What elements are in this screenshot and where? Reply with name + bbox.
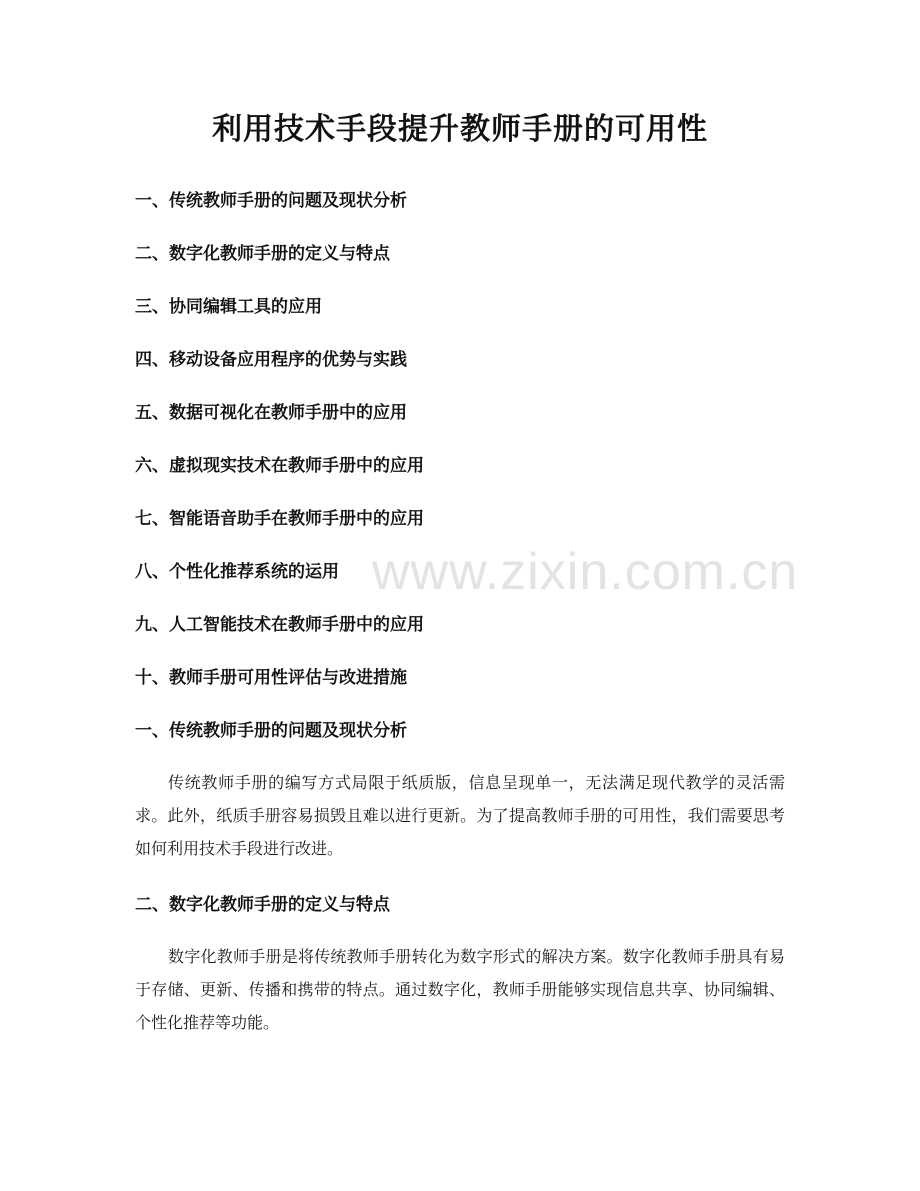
section-paragraph: 传统教师手册的编写方式局限于纸质版，信息呈现单一，无法满足现代教学的灵活需求。此外，纸质手册容易损毁且难以进行更新。为了提高教师手册的可用性，我们需要思考如何利用技术手段进行改进。 xyxy=(135,773,785,858)
watermark: www.zixin.com.cn xyxy=(372,543,799,601)
toc-item: 一、传统教师手册的问题及现状分析 xyxy=(135,191,407,211)
section-paragraph: 数字化教师手册是将传统教师手册转化为数字形式的解决方案。数字化教师手册具有易于存储、更新、传播和携带的特点。通过数字化，教师手册能够实现信息共享、协同编辑、个性化推荐等功能。 xyxy=(135,947,785,1032)
toc-item: 三、协同编辑工具的应用 xyxy=(135,297,322,317)
section-heading: 一、传统教师手册的问题及现状分析 xyxy=(135,721,407,741)
toc-item: 四、移动设备应用程序的优势与实践 xyxy=(135,350,407,370)
table-of-contents xyxy=(135,186,424,716)
toc-item: 九、人工智能技术在教师手册中的应用 xyxy=(135,615,424,635)
toc-item: 五、数据可视化在教师手册中的应用 xyxy=(135,403,407,423)
toc-item: 二、数字化教师手册的定义与特点 xyxy=(135,244,390,264)
toc-item: 八、个性化推荐系统的运用 xyxy=(135,562,339,582)
toc-item: 七、智能语音助手在教师手册中的应用 xyxy=(135,509,424,529)
section-heading: 二、数字化教师手册的定义与特点 xyxy=(135,895,390,915)
toc-item: 六、虚拟现实技术在教师手册中的应用 xyxy=(135,456,424,476)
toc-item: 十、教师手册可用性评估与改进措施 xyxy=(135,668,407,688)
document-title: 利用技术手段提升教师手册的可用性 xyxy=(212,112,708,147)
